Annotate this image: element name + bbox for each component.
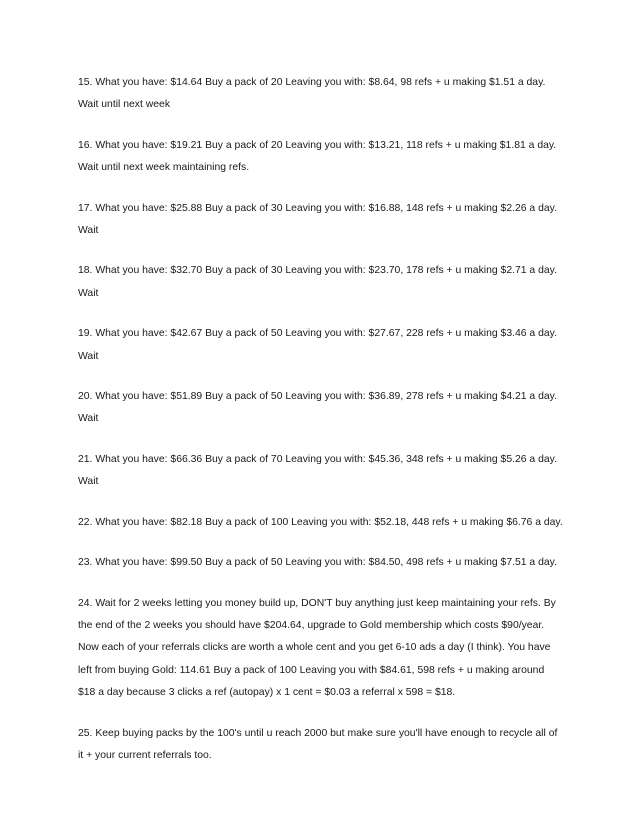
step-15-paragraph: 15. What you have: $14.64 Buy a pack of 20 Leaving you with: $8.64, 98 refs + u making $1.51 a day. Wait until next week bbox=[78, 77, 546, 111]
step-18-paragraph: 18. What you have: $32.70 Buy a pack of 30 Leaving you with: $23.70, 178 refs + u making $2.71 a day. Wait bbox=[78, 265, 557, 299]
step-24-paragraph: 24. Wait for 2 weeks letting you money build up, DON'T buy anything just keep maintaining your refs. By the end of the 2 weeks you should have $204.64, upgrade to Gold membership which costs $90/year. Now each of your referrals clicks are worth a whole cent and you get 6-10 ads a day (I think). You have left from buying Gold: 114.61 Buy a pack of 100 Leaving you with $84.61, 598 refs + u making around $18 a day because 3 clicks a ref (autopay) x 1 cent = $0.03 a referral x 598 = $18. bbox=[78, 597, 556, 699]
step-22-paragraph: 22. What you have: $82.18 Buy a pack of 100 Leaving you with: $52.18, 448 refs + u making $6.76 a day. bbox=[78, 516, 563, 528]
document-body bbox=[78, 72, 564, 785]
step-21-paragraph: 21. What you have: $66.36 Buy a pack of 70 Leaving you with: $45.36, 348 refs + u making $5.26 a day. Wait bbox=[78, 453, 557, 488]
step-23-paragraph: 23. What you have: $99.50 Buy a pack of 50 Leaving you with: $84.50, 498 refs + u making $7.51 a day. bbox=[78, 557, 557, 569]
step-17-paragraph: 17. What you have: $25.88 Buy a pack of 30 Leaving you with: $16.88, 148 refs + u making $2.26 a day. Wait bbox=[78, 202, 557, 237]
step-19-paragraph: 19. What you have: $42.67 Buy a pack of 50 Leaving you with: $27.67, 228 refs + u making $3.46 a day. Wait bbox=[78, 328, 557, 362]
step-25-paragraph: 25. Keep buying packs by the 100's until u reach 2000 but make sure you'll have enough to recycle all of it + your current referrals too. bbox=[78, 727, 558, 761]
step-16-paragraph: 16. What you have: $19.21 Buy a pack of 20 Leaving you with: $13.21, 118 refs + u making $1.81 a day. Wait until next week maintaining refs. bbox=[78, 139, 557, 174]
step-20-paragraph: 20. What you have: $51.89 Buy a pack of 50 Leaving you with: $36.89, 278 refs + u making $4.21 a day. Wait bbox=[78, 391, 557, 425]
